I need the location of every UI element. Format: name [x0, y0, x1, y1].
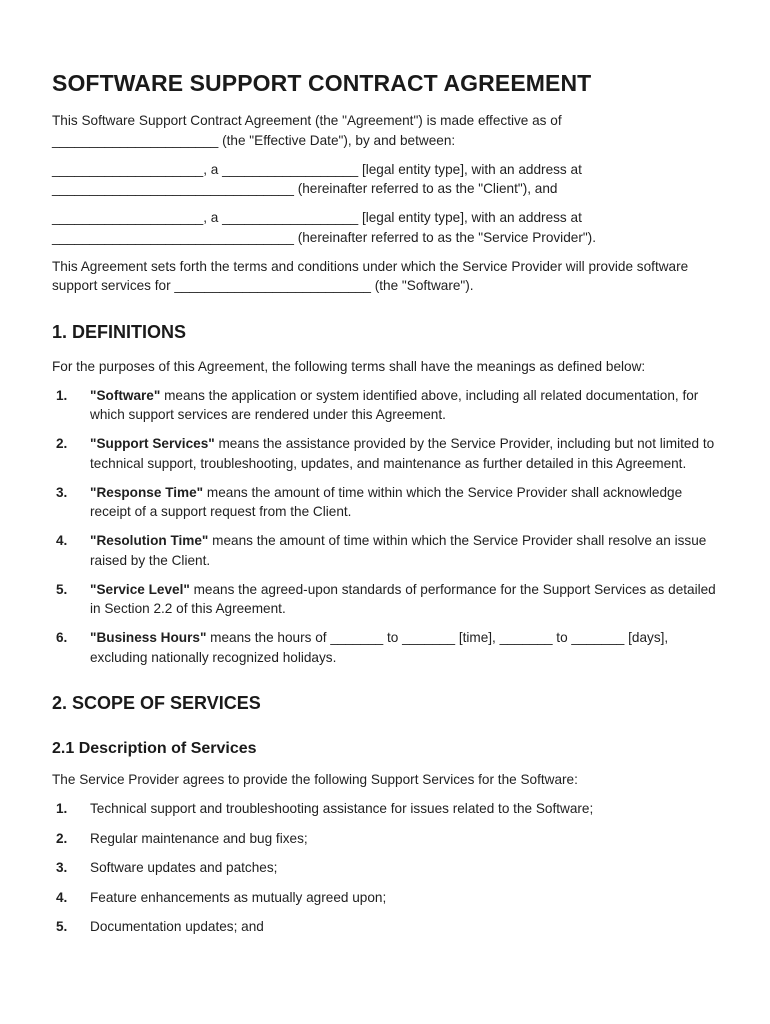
document-title: SOFTWARE SUPPORT CONTRACT AGREEMENT	[52, 70, 592, 96]
list-number: 5.	[56, 919, 68, 934]
list-number: 6.	[56, 630, 68, 645]
services-list	[52, 799, 724, 937]
service-text: Technical support and troubleshooting assistance for issues related to the Software;	[90, 801, 594, 816]
definition-term: "Support Services"	[90, 436, 215, 451]
service-text: Documentation updates; and	[90, 919, 264, 934]
list-number: 4.	[56, 533, 68, 548]
definition-text: means the amount of time within which the Service Provider shall acknowledge receipt of a support request from the Client.	[90, 484, 683, 519]
service-text: Feature enhancements as mutually agreed upon;	[90, 889, 387, 905]
definition-term: "Response Time"	[90, 484, 204, 500]
section-heading-definitions: 1. DEFINITIONS	[52, 321, 187, 342]
service-text: Software updates and patches;	[90, 860, 278, 875]
definition-text: means the application or system identified above, including all related documentation, for which support services are rendered under this Agreement.	[90, 387, 699, 422]
definition-item-business-hours	[52, 628, 724, 667]
list-number: 3.	[56, 484, 68, 500]
service-item	[52, 858, 724, 878]
scope-intro: The Service Provider agrees to provide the following Support Services for the Software:	[52, 772, 578, 787]
definitions-list	[52, 386, 724, 668]
definitions-intro: For the purposes of this Agreement, the following terms shall have the meanings as defined below:	[52, 358, 646, 374]
service-item	[52, 799, 724, 819]
definition-text: means the assistance provided by the Service Provider, including but not limited to technical support, troubleshooting, updates, and maintenance as further detailed in this Agreement.	[90, 436, 715, 471]
definition-term: "Business Hours"	[90, 630, 207, 645]
service-item	[52, 888, 724, 908]
definition-item-software	[52, 386, 724, 425]
list-number: 5.	[56, 581, 68, 597]
intro-paragraph-purpose: This Agreement sets forth the terms and conditions under which the Service Provider will provide software support services for __________________________ (the "Software").	[52, 258, 689, 293]
list-number: 4.	[56, 889, 68, 905]
list-number: 2.	[56, 436, 68, 451]
definition-text: means the agreed-upon standards of performance for the Support Services as detailed in Section 2.2 of this Agreement.	[90, 581, 716, 616]
section-heading-scope-of-services: 2. SCOPE OF SERVICES	[52, 693, 261, 713]
definition-text: means the amount of time within which the Service Provider shall resolve an issue raised by the Client.	[90, 533, 707, 568]
definition-item-resolution-time	[52, 531, 724, 570]
definition-text: means the hours of _______ to _______ [time], _______ to _______ [days], excluding nationally recognized holidays.	[90, 630, 669, 665]
service-item	[52, 829, 724, 849]
subsection-heading-description-of-services: 2.1 Description of Services	[52, 740, 257, 757]
intro-paragraph-effective-date: This Software Support Contract Agreement (the "Agreement") is made effective as of ______________________ (the "Effective Date"), by and between:	[52, 113, 562, 148]
service-item	[52, 917, 724, 937]
intro-paragraph-service-provider: ____________________, a __________________ [legal entity type], with an address at ________________________________ (hereinafter referred to as the "Service Provider").	[52, 210, 596, 245]
list-number: 1.	[56, 387, 68, 403]
intro-paragraph-client: ____________________, a __________________ [legal entity type], with an address at ________________________________ (hereinafter referred to as the "Client"), and	[52, 161, 582, 196]
list-number: 3.	[56, 860, 68, 875]
definition-term: "Resolution Time"	[90, 533, 209, 548]
definition-term: "Service Level"	[90, 581, 190, 597]
definition-item-service-level	[52, 580, 724, 619]
definition-term: "Software"	[90, 387, 161, 403]
list-number: 2.	[56, 830, 68, 846]
document-page	[52, 70, 724, 947]
service-text: Regular maintenance and bug fixes;	[90, 830, 308, 846]
list-number: 1.	[56, 801, 68, 816]
definition-item-support-services	[52, 434, 724, 473]
definition-item-response-time	[52, 483, 724, 522]
